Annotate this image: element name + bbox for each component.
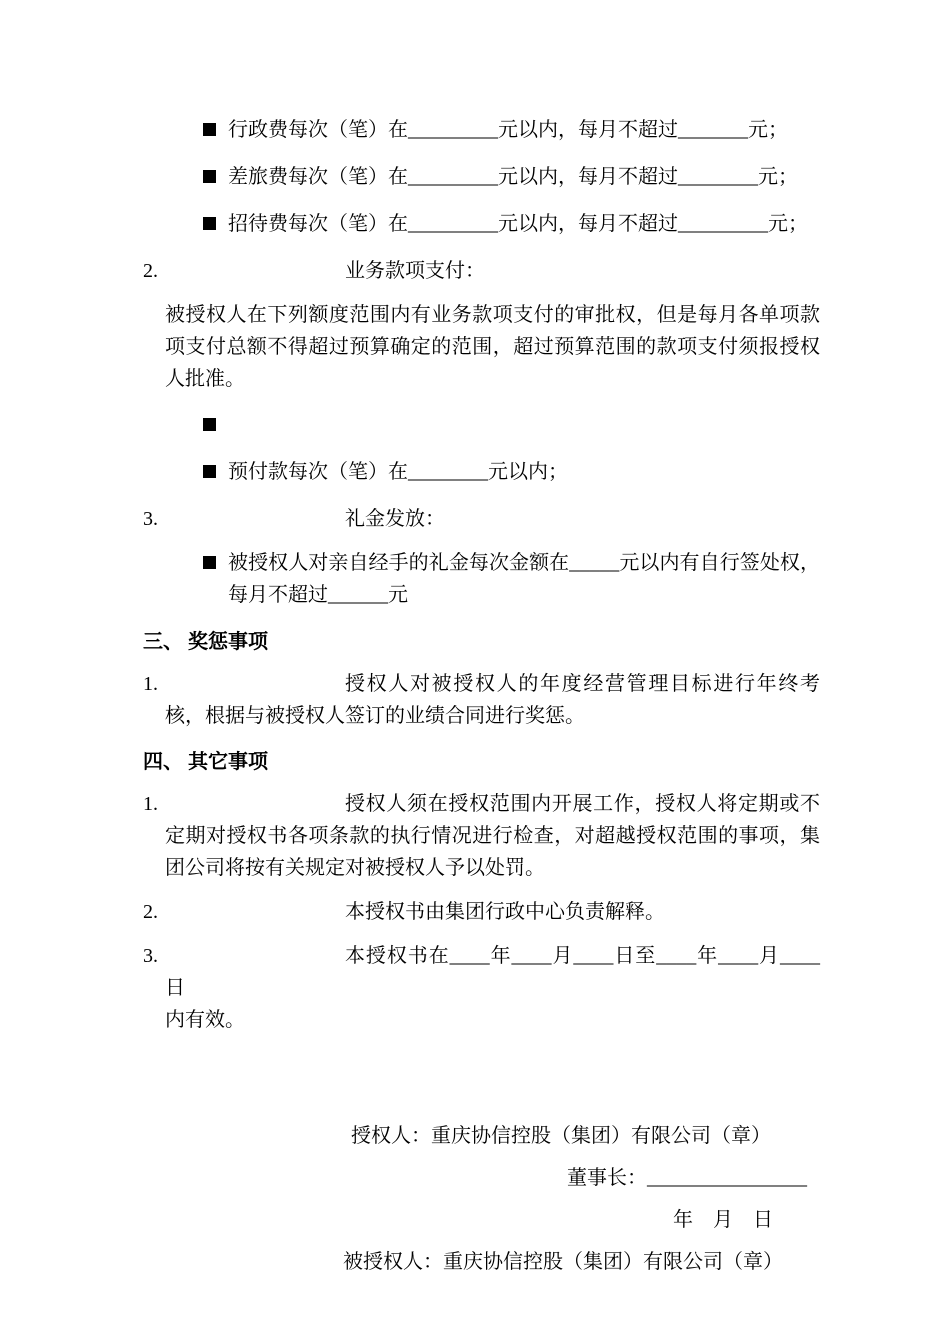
item-label: 礼金发放： xyxy=(345,508,445,530)
bullet-square-icon xyxy=(203,556,216,569)
item-number: 3. xyxy=(143,945,158,967)
numbered-item-inspection xyxy=(143,788,820,884)
section-title: 奖惩事项 xyxy=(188,631,268,653)
item-text-continued: 内有效。 xyxy=(165,1009,245,1031)
numbered-item-validity-period xyxy=(143,940,820,1036)
section-title: 其它事项 xyxy=(188,751,268,773)
signature-block xyxy=(143,1120,820,1278)
bullet-item-empty xyxy=(143,409,820,441)
item-number: 1. xyxy=(143,673,158,695)
item-text: 本授权书在____年____月____日至____年____月____日 xyxy=(165,945,820,999)
bullet-square-icon xyxy=(203,123,216,136)
bullet-square-icon xyxy=(203,418,216,431)
item-number: 3. xyxy=(143,508,158,530)
bullet-item-admin-fee xyxy=(143,114,820,146)
signature-chairman-line: 董事长：________________ xyxy=(567,1167,807,1189)
business-payment-paragraph: 被授权人在下列额度范围内有业务款项支付的审批权，但是每月各单项款项支付总额不得超过预算确定的范围，超过预算范围的款项支付须报授权人批准。 xyxy=(165,304,820,390)
section-number: 三、 xyxy=(143,631,183,653)
bullet-text: 预付款每次（笔）在________元以内； xyxy=(228,461,568,483)
item-number: 2. xyxy=(143,901,158,923)
bullet-item-travel-fee xyxy=(143,161,820,193)
item-label: 业务款项支付： xyxy=(345,260,485,282)
bullet-square-icon xyxy=(203,170,216,183)
bullet-text: 被授权人对亲自经手的礼金每次金额在_____元以内有自行签处权，每月不超过______元 xyxy=(228,552,820,606)
bullet-item-entertainment-fee xyxy=(143,208,820,240)
signature-authorizer-line: 授权人：重庆协信控股（集团）有限公司（章） xyxy=(351,1125,771,1147)
bullet-square-icon xyxy=(203,217,216,230)
bullet-square-icon xyxy=(203,465,216,478)
item-number: 2. xyxy=(143,260,158,282)
numbered-item-business-payment xyxy=(143,255,820,287)
numbered-item-assessment xyxy=(143,668,820,732)
section-heading-rewards xyxy=(143,626,820,658)
bullet-text: 招待费每次（笔）在_________元以内，每月不超过_________元； xyxy=(228,213,808,235)
signature-authorized-line: 被授权人：重庆协信控股（集团）有限公司（章） xyxy=(343,1251,783,1273)
bullet-item-prepayment xyxy=(143,456,820,488)
item-text: 本授权书由集团行政中心负责解释。 xyxy=(345,901,665,923)
bullet-text: 差旅费每次（笔）在_________元以内，每月不超过________元； xyxy=(228,166,798,188)
bullet-text: 行政费每次（笔）在_________元以内，每月不超过_______元； xyxy=(228,119,788,141)
bullet-item-gift-money xyxy=(143,547,820,611)
item-number: 1. xyxy=(143,793,158,815)
numbered-item-gift-issue xyxy=(143,503,820,535)
section-heading-other xyxy=(143,746,820,778)
section-number: 四、 xyxy=(143,751,183,773)
signature-date-line: 年 月 日 xyxy=(673,1209,773,1231)
item-text: 授权人须在授权范围内开展工作，授权人将定期或不定期对授权书各项条款的执行情况进行检查，对超越授权范围的事项，集团公司将按有关规定对被授权人予以处罚。 xyxy=(165,793,820,879)
item-text: 授权人对被授权人的年度经营管理目标进行年终考核，根据与被授权人签订的业绩合同进行奖惩。 xyxy=(165,673,820,727)
numbered-item-interpretation xyxy=(143,896,820,928)
